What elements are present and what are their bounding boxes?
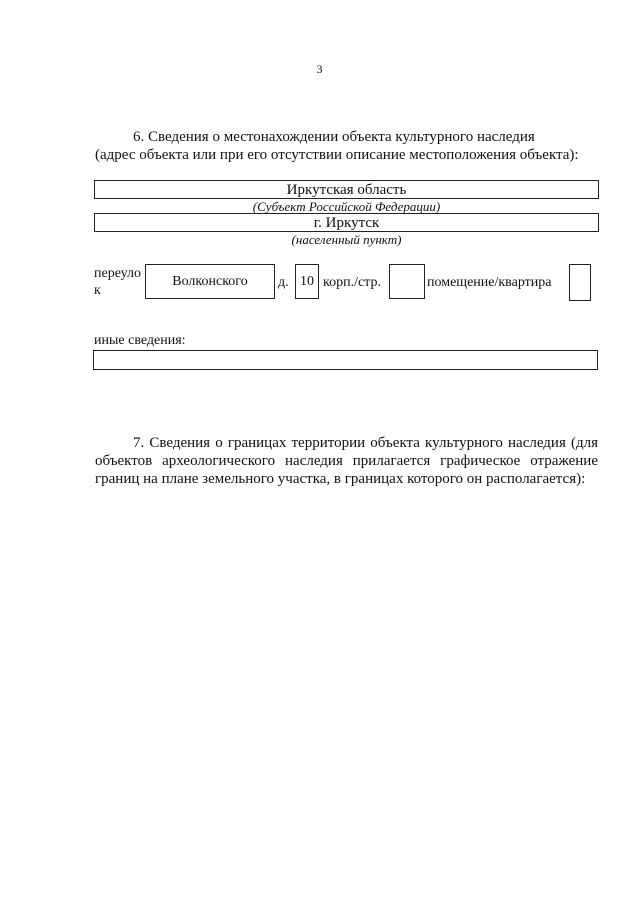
street-type-label-line1: переуло bbox=[94, 266, 141, 281]
other-info-label: иные сведения: bbox=[94, 333, 186, 348]
house-number-field[interactable]: 10 bbox=[295, 264, 319, 299]
street-name-field[interactable]: Волконского bbox=[145, 264, 275, 299]
apartment-field[interactable] bbox=[569, 264, 591, 301]
section-6-heading: 6. Сведения о местонахождении объекта культурного наследия bbox=[133, 129, 535, 145]
street-type-label-line2: к bbox=[94, 283, 101, 298]
section-6-text bbox=[95, 128, 598, 164]
section-7-text: 7. Сведения о границах территории объекта культурного наследия (для объектов археологического наследия прилагается графическое отражение границ на плане земельного участка, в границах которого он располагается): bbox=[95, 435, 598, 487]
section-6-subheading: (адрес объекта или при его отсутствии описание местоположения объекта): bbox=[95, 147, 579, 163]
street-type-label bbox=[94, 265, 146, 299]
building-label: корп./стр. bbox=[323, 275, 381, 290]
locality-caption: (населенный пункт) bbox=[291, 232, 402, 247]
other-info-field[interactable] bbox=[93, 350, 598, 370]
house-label: д. bbox=[278, 275, 289, 290]
building-field[interactable] bbox=[389, 264, 425, 299]
region-field[interactable]: Иркутская область bbox=[94, 180, 599, 199]
apartment-label: помещение/квартира bbox=[427, 275, 552, 290]
page-number: 3 bbox=[316, 62, 323, 76]
region-caption: (Субъект Российской Федерации) bbox=[252, 199, 441, 214]
locality-field[interactable]: г. Иркутск bbox=[94, 213, 599, 232]
